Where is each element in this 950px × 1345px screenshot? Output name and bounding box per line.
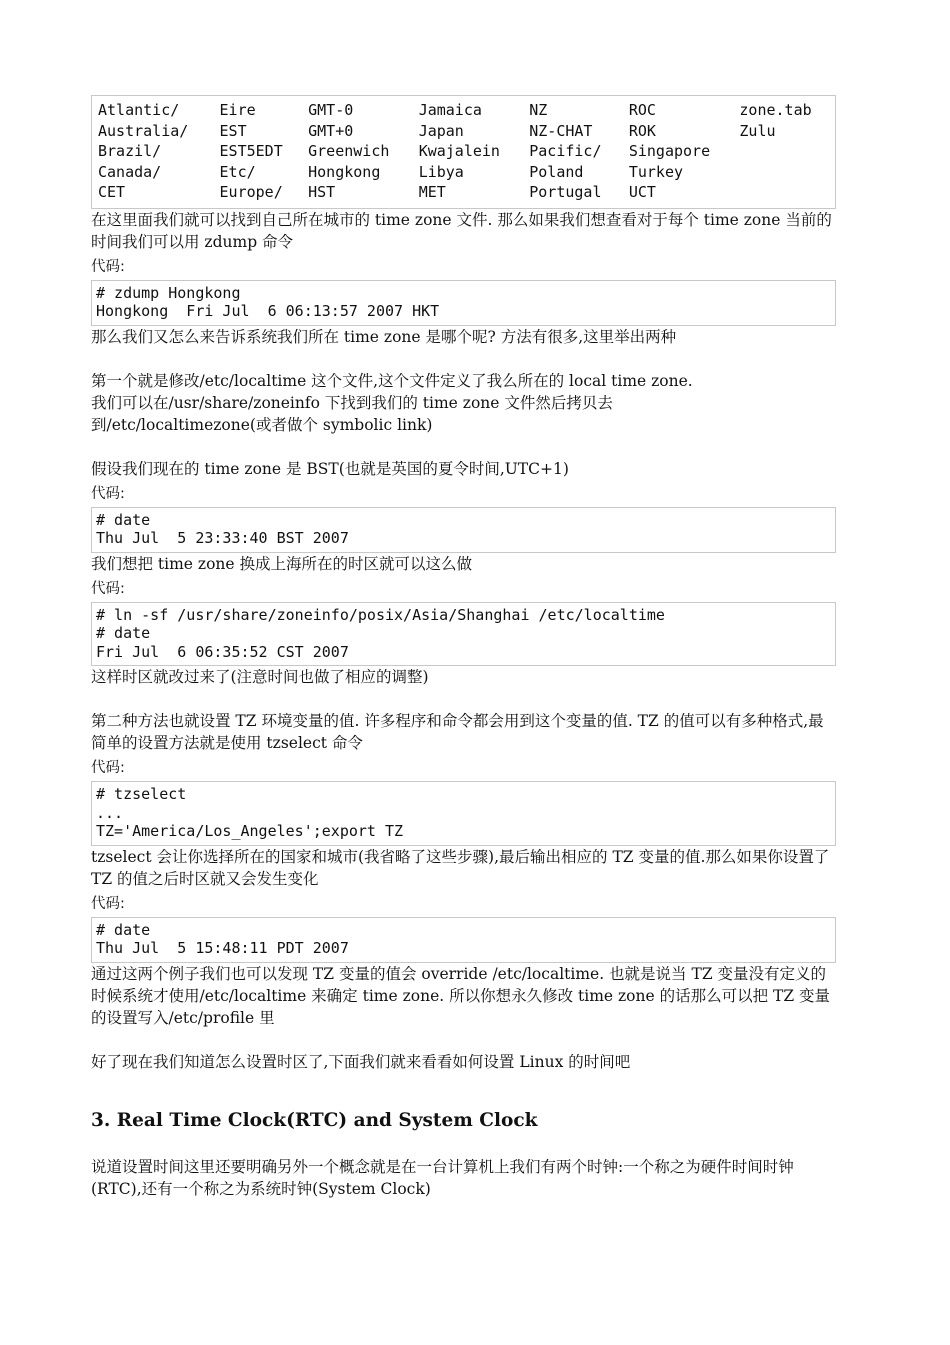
zone-listing-cell: MET (418, 183, 446, 201)
zone-listing-cell (735, 183, 833, 202)
paragraph-method-one: 第一个就是修改/etc/localtime 这个文件,这个文件定义了我么所在的 local time zone. 我们可以在/usr/share/zoneinfo 下找到我们的 time zone 文件然后拷贝去 到/etc/localtimezone(或者做个 symbolic link) (91, 371, 693, 434)
zone-listing-row (94, 163, 833, 182)
zone-listing-cell: Portugal (529, 183, 602, 201)
code-block-tzselect: # tzselect ... TZ='America/Los_Angeles';export TZ (91, 781, 836, 846)
code-label: 代码: (91, 580, 125, 597)
zone-listing-row (94, 101, 833, 120)
zone-listing-cell (735, 142, 833, 161)
zone-listing-cell: UCT (628, 183, 656, 201)
paragraph-two-clocks: 说道设置时间这里还要明确另外一个概念就是在一台计算机上我们有两个时钟:一个称之为硬件时间时钟(RTC),还有一个称之为系统时钟(System Clock) (91, 1157, 794, 1198)
code-label: 代码: (91, 895, 125, 912)
zone-listing-cell: Brazil/ (98, 142, 162, 160)
zone-listing-cell: ROC (628, 101, 656, 119)
document-page (91, 95, 836, 1200)
zone-listing-cell: Hongkong (308, 162, 381, 181)
code-label: 代码: (91, 258, 125, 275)
code-block-zdump: # zdump Hongkong Hongkong Fri Jul 6 06:13:57 2007 HKT (91, 280, 836, 326)
zone-listing-cell: zone.tab (739, 101, 812, 119)
zone-listing-cell: Pacific/ (529, 142, 602, 160)
zone-listing-cell: Jamaica (418, 101, 482, 119)
zone-listing-cell: EST (219, 121, 247, 140)
zone-listing-cell: Atlantic/ (98, 101, 180, 119)
zone-listing-cell: NZ (529, 101, 548, 119)
zone-listing-cell: GMT-0 (308, 101, 354, 119)
zone-listing-cell: Kwajalein (418, 142, 500, 160)
code-block-date-pdt: # date Thu Jul 5 15:48:11 PDT 2007 (91, 917, 836, 963)
paragraph-how-to-set: 那么我们又怎么来告诉系统我们所在 time zone 是哪个呢? 方法有很多,这里举出两种 (91, 327, 677, 346)
zone-listing-cell: Poland (529, 162, 584, 181)
zoneinfo-listing-box (91, 95, 836, 209)
zone-listing-cell (735, 163, 833, 182)
paragraph-next-linux-time: 好了现在我们知道怎么设置时区了,下面我们就来看看如何设置 Linux 的时间吧 (91, 1052, 631, 1071)
zone-listing-cell: Australia/ (98, 121, 189, 140)
zone-listing-cell: Europe/ (219, 183, 283, 201)
paragraph-change-to-shanghai: 我们想把 time zone 换成上海所在的时区就可以这么做 (91, 554, 472, 573)
zone-listing-cell: Singapore (628, 142, 711, 160)
code-label: 代码: (91, 485, 125, 502)
zone-listing-cell: ROK (628, 121, 656, 140)
zone-listing-row (94, 183, 833, 202)
paragraph-tz-override: 通过这两个例子我们也可以发现 TZ 变量的值会 override /etc/localtime. 也就是说当 TZ 变量没有定义的时候系统才使用/etc/localtime 来确定 time zone. 所以你想永久修改 time zone 的话那么可以把 TZ 变量的设置写入/etc/profile 里 (91, 964, 831, 1027)
section-heading: 3. Real Time Clock(RTC) and System Clock (91, 1109, 538, 1131)
zone-listing-cell: Greenwich (308, 142, 390, 160)
zone-listing-cell: Zulu (739, 121, 776, 140)
code-label: 代码: (91, 760, 125, 776)
paragraph-timezone-changed: 这样时区就改过来了(注意时间也做了相应的调整) (91, 668, 429, 686)
zone-listing-cell: NZ-CHAT (529, 121, 593, 140)
zone-listing-cell: Turkey (628, 162, 684, 181)
code-block-date-bst: # date Thu Jul 5 23:33:40 BST 2007 (91, 507, 836, 553)
paragraph-find-timezone: 在这里面我们就可以找到自己所在城市的 time zone 文件. 那么如果我们想查看对于每个 time zone 当前的时间我们可以用 zdump 命令 (91, 210, 832, 251)
zone-listing-cell: CET (98, 183, 126, 201)
zone-listing-row (94, 122, 833, 141)
zone-listing-cell: GMT+0 (308, 121, 354, 140)
code-block-ln-shanghai: # ln -sf /usr/share/zoneinfo/posix/Asia/Shanghai /etc/localtime # date Fri Jul 6 06:35:52 CST 2007 (91, 602, 836, 667)
paragraph-tzselect-explain: tzselect 会让你选择所在的国家和城市(我省略了这些步骤),最后输出相应的 TZ 变量的值.那么如果你设置了 TZ 的值之后时区就又会发生变化 (91, 847, 830, 888)
zone-listing-row (94, 142, 833, 161)
zone-listing-cell: Eire (219, 101, 256, 119)
zone-listing-cell: EST5EDT (219, 142, 283, 160)
zone-listing-cell: Libya (418, 162, 464, 181)
paragraph-method-two: 第二种方法也就设置 TZ 环境变量的值. 许多程序和命令都会用到这个变量的值. TZ 的值可以有多种格式,最简单的设置方法就是使用 tzselect 命令 (91, 712, 824, 752)
paragraph-assume-bst: 假设我们现在的 time zone 是 BST(也就是英国的夏令时间,UTC+1) (91, 459, 569, 478)
zoneinfo-listing-rows (94, 101, 833, 202)
zone-listing-cell: Etc/ (219, 162, 256, 181)
zone-listing-cell: Japan (418, 121, 464, 140)
zone-listing-cell: HST (308, 183, 336, 201)
zone-listing-cell: Canada/ (98, 162, 162, 181)
